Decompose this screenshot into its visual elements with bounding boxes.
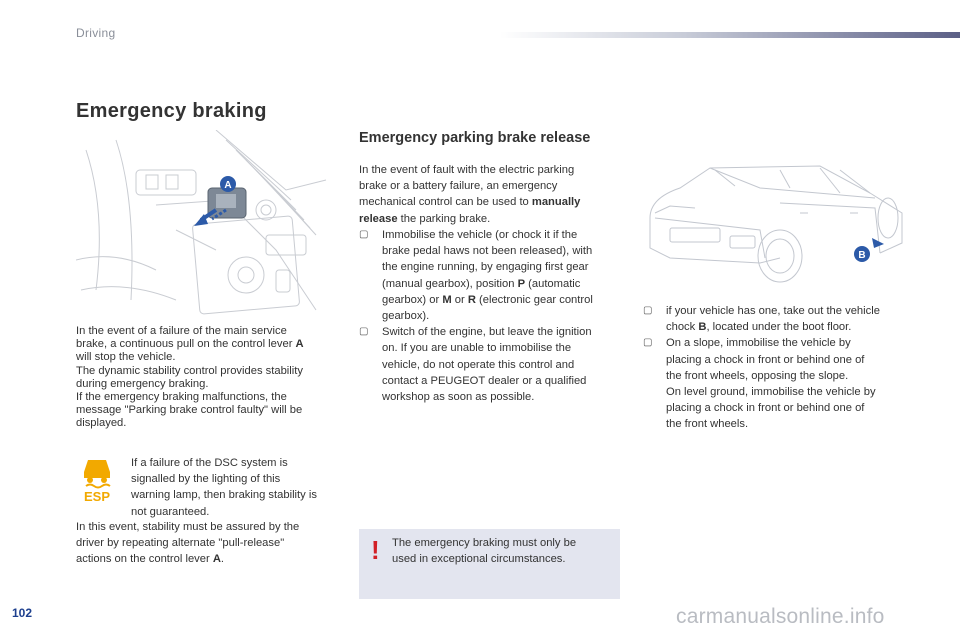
list-item: ▢ Immobilise the vehicle (or chock it if the brake pedal haws not been released), with the engine running, by engaging first gear (manual gearbox), position P (automatic gearbox) or M or R (electronic gear control gearbox). (359, 229, 593, 323)
release-heading: Emergency parking brake release (359, 130, 591, 146)
list-item: ▢ Switch of the engine, but leave the ignition on. If you are unable to immobilise the vehicle, do not operate this control and contact a PEUGEOT dealer or a qualified workshop as soon as possible. (359, 326, 592, 404)
chock-steps-list (643, 303, 923, 433)
callout-a-label: A (224, 180, 232, 191)
stability-followup-text: In this event, stability must be assured by the driver by repeating alternate "pull-release" actions on the control lever A. (76, 521, 300, 566)
warning-exclamation-icon: ! (371, 535, 380, 565)
exceptional-use-note (359, 529, 620, 599)
page-title: Emergency braking (76, 100, 267, 122)
release-steps-list (359, 227, 624, 405)
bullet-marker-icon: ▢ (643, 305, 653, 316)
bullet-marker-icon: ▢ (359, 229, 369, 240)
esp-label: ESP (83, 489, 111, 504)
esp-warning-lamp-icon (80, 456, 114, 504)
emergency-braking-intro: In the event of a failure of the main service brake, a continuous pull on the control lever A will stop the vehicle. The dynamic stability control provides stability during emergency braking. If the emergency braking malfunctions, the message "Parking brake control faulty" will be displayed. (76, 325, 304, 430)
note-text: The emergency braking must only be used in exceptional circumstances. (392, 537, 577, 565)
site-watermark: carmanualsonline.info (676, 605, 885, 628)
callout-b-label: B (858, 250, 866, 261)
car-rear-illustration (640, 158, 910, 288)
console-illustration (76, 130, 338, 315)
bullet-marker-icon: ▢ (359, 326, 369, 338)
section-title: Driving (76, 26, 116, 40)
bullet-marker-icon: ▢ (643, 337, 653, 349)
header-gradient-bar (500, 32, 960, 38)
list-item: ▢ if your vehicle has one, take out the vehicle chock B, located under the boot floor. (643, 305, 880, 334)
list-item: ▢ On a slope, immobilise the vehicle by placing a chock in front or behind one of the front wheels, opposing the slope. On level ground, immobilise the vehicle by placing a chock in front or behind one of the front wheels. (643, 337, 876, 431)
dsc-failure-text: If a failure of the DSC system is signalled by the lighting of this warning lamp, then braking stability is not guaranteed. (131, 457, 317, 518)
release-intro: In the event of fault with the electric parking brake or a battery failure, an emergency mechanical control can be used to manually release the parking brake. (359, 164, 581, 225)
page-number: 102 (12, 606, 33, 620)
